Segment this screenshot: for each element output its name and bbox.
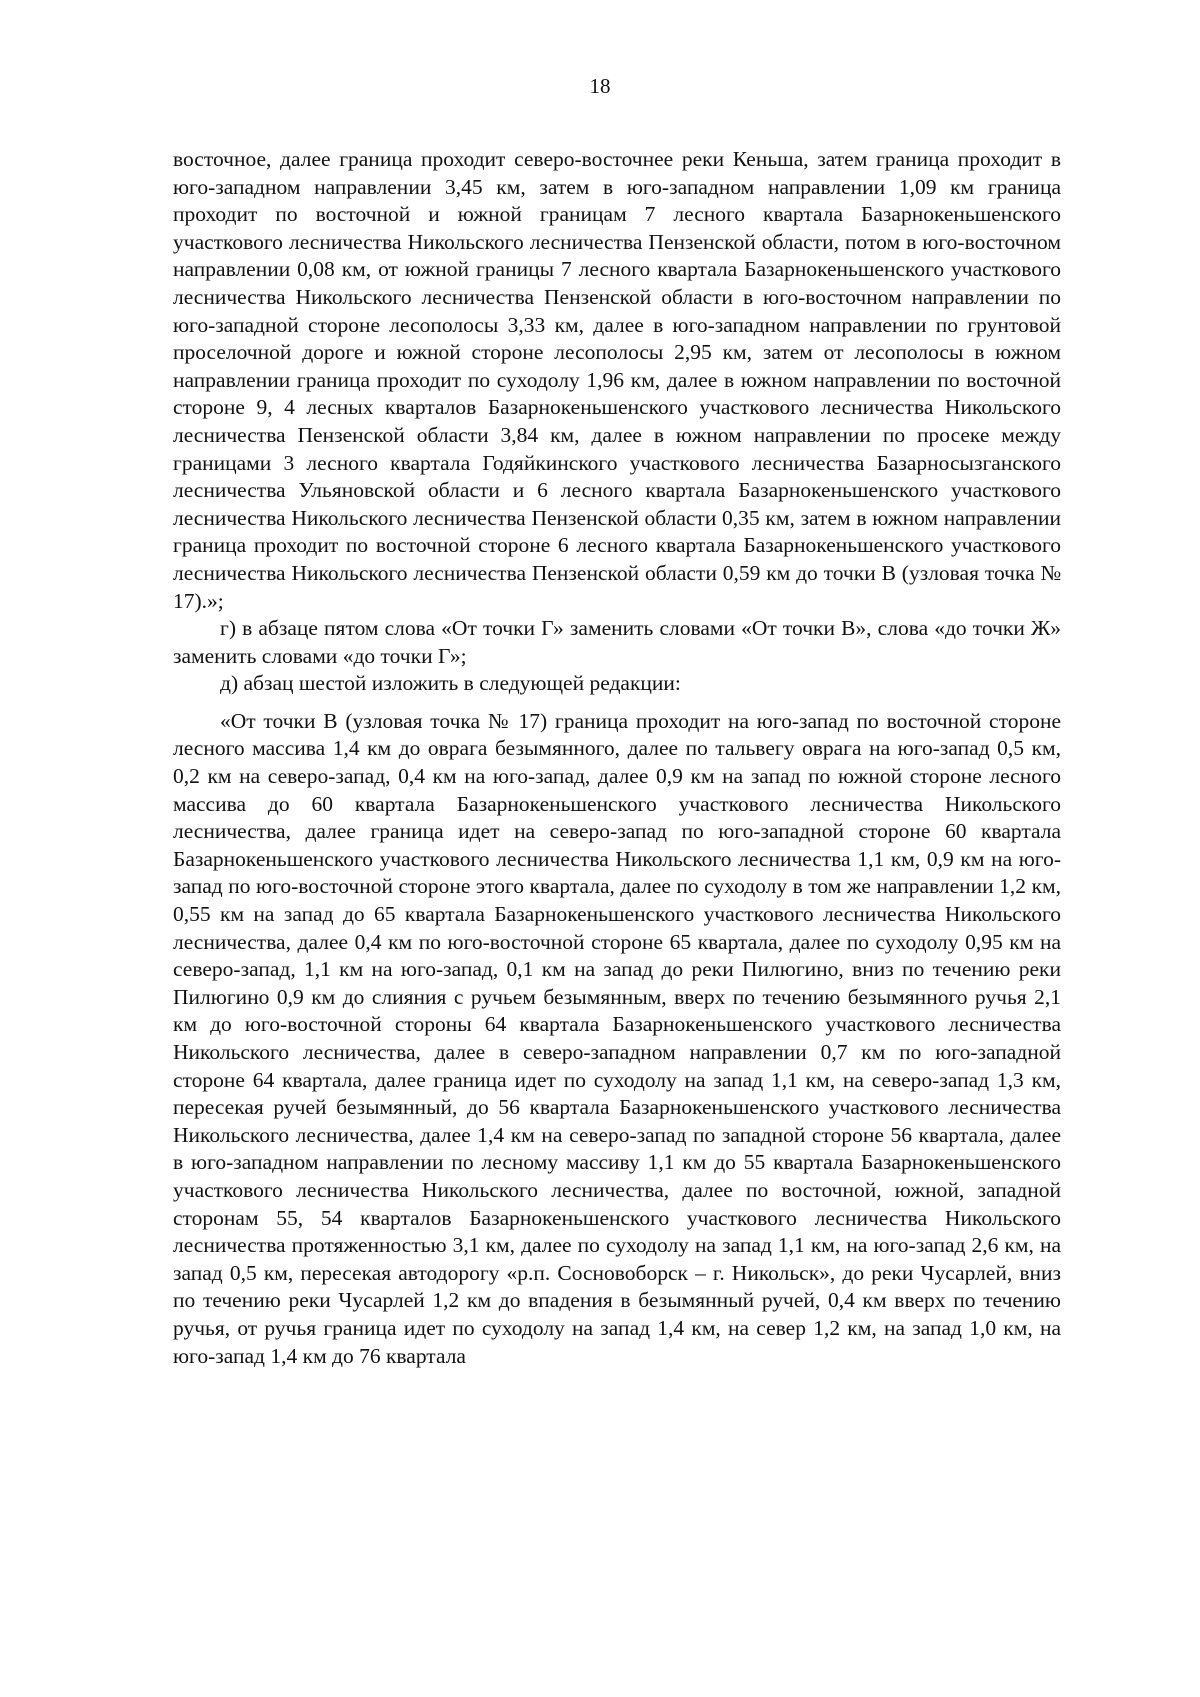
paragraph-boundary-continuation: восточное, далее граница проходит северо-восточнее реки Кеньша, затем граница проходит в юго-западном направлении 3,45 км, затем в юго-западном направлении 1,09 км граница проходит по восточной и южной границам 7 лесного квартала Базарнокеньшенского участкового лесничества Никольского лесничества Пензенской области, потом в юго-восточном направлении 0,08 км, от южной границы 7 лесного квартала Базарнокеньшенского участкового лесничества Никольского лесничества Пензенской области в юго-восточном направлении по юго-западной стороне лесополосы 3,33 км, далее в юго-западном направлении по грунтовой проселочной дороге и южной стороне лесополосы 2,95 км, затем от лесополосы в южном направлении граница проходит по суходолу 1,96 км, далее в южном направлении по восточной стороне 9, 4 лесных кварталов Базарнокеньшенского участкового лесничества Никольского лесничества Пензенской области 3,84 км, далее в южном направлении по просеке между границами 3 лесного квартала Годяйкинского участкового лесничества Базарносызганского лесничества Ульяновской области и 6 лесного квартала Базарнокеньшенского участкового лесничества Никольского лесничества Пензенской области 0,35 км, затем в южном направлении граница проходит по восточной стороне 6 лесного квартала Базарнокеньшенского участкового лесничества Никольского лесничества Пензенской области 0,59 км до точки В (узловая точка № 17).»; bbox=[173, 147, 1061, 613]
page-number: 18 bbox=[589, 74, 611, 98]
paragraph-item-g: г) в абзаце пятом слова «От точки Г» заменить словами «От точки В», слова «до точки Ж» заменить словами «до точки Г»; bbox=[173, 616, 1061, 668]
document-body bbox=[173, 146, 1061, 1370]
paragraph-new-abzats-six: «От точки В (узловая точка № 17) граница проходит на юго-запад по восточной стороне лесного массива 1,4 км до оврага безымянного, далее по тальвегу оврага на юго-запад 0,5 км, 0,2 км на северо-запад, 0,4 км на юго-запад, далее 0,9 км на запад по южной стороне лесного массива до 60 квартала Базарнокеньшенского участкового лесничества Никольского лесничества, далее граница идет на северо-запад по юго-западной стороне 60 квартала Базарнокеньшенского участкового лесничества Никольского лесничества 1,1 км, 0,9 км на юго-запад по юго-восточной стороне этого квартала, далее по суходолу в том же направлении 1,2 км, 0,55 км на запад до 65 квартала Базарнокеньшенского участкового лесничества Никольского лесничества, далее 0,4 км по юго-восточной стороне 65 квартала, далее по суходолу 0,95 км на северо-запад, 1,1 км на юго-запад, 0,1 км на запад до реки Пилюгино, вниз по течению реки Пилюгино 0,9 км до слияния с ручьем безымянным, вверх по течению безымянного ручья 2,1 км до юго-восточной стороны 64 квартала Базарнокеньшенского участкового лесничества Никольского лесничества, далее в северо-западном направлении 0,7 км по юго-западной стороне 64 квартала, далее граница идет по суходолу на запад 1,1 км, на северо-запад 1,3 км, пересекая ручей безымянный, до 56 квартала Базарнокеньшенского участкового лесничества Никольского лесничества, далее 1,4 км на северо-запад по западной стороне 56 квартала, далее в юго-западном направлении по лесному массиву 1,1 км до 55 квартала Базарнокеньшенского участкового лесничества Никольского лесничества, далее по восточной, южной, западной сторонам 55, 54 кварталов Базарнокеньшенского участкового лесничества Никольского лесничества протяженностью 3,1 км, далее по суходолу на запад 1,1 км, на юго-запад 2,6 км, на запад 0,5 км, пересекая автодорогу «р.п. Сосновоборск – г. Никольск», до реки Чусарлей, вниз по течению реки Чусарлей 1,2 км до впадения в безымянный ручей, 0,4 км вверх по течению ручья, от ручья граница идет по суходолу на запад 1,4 км, на север 1,2 км, на запад 1,0 км, на юго-запад 1,4 км до 76 квартала bbox=[173, 708, 1061, 1368]
paragraph-item-d: д) абзац шестой изложить в следующей редакции: bbox=[220, 671, 681, 696]
